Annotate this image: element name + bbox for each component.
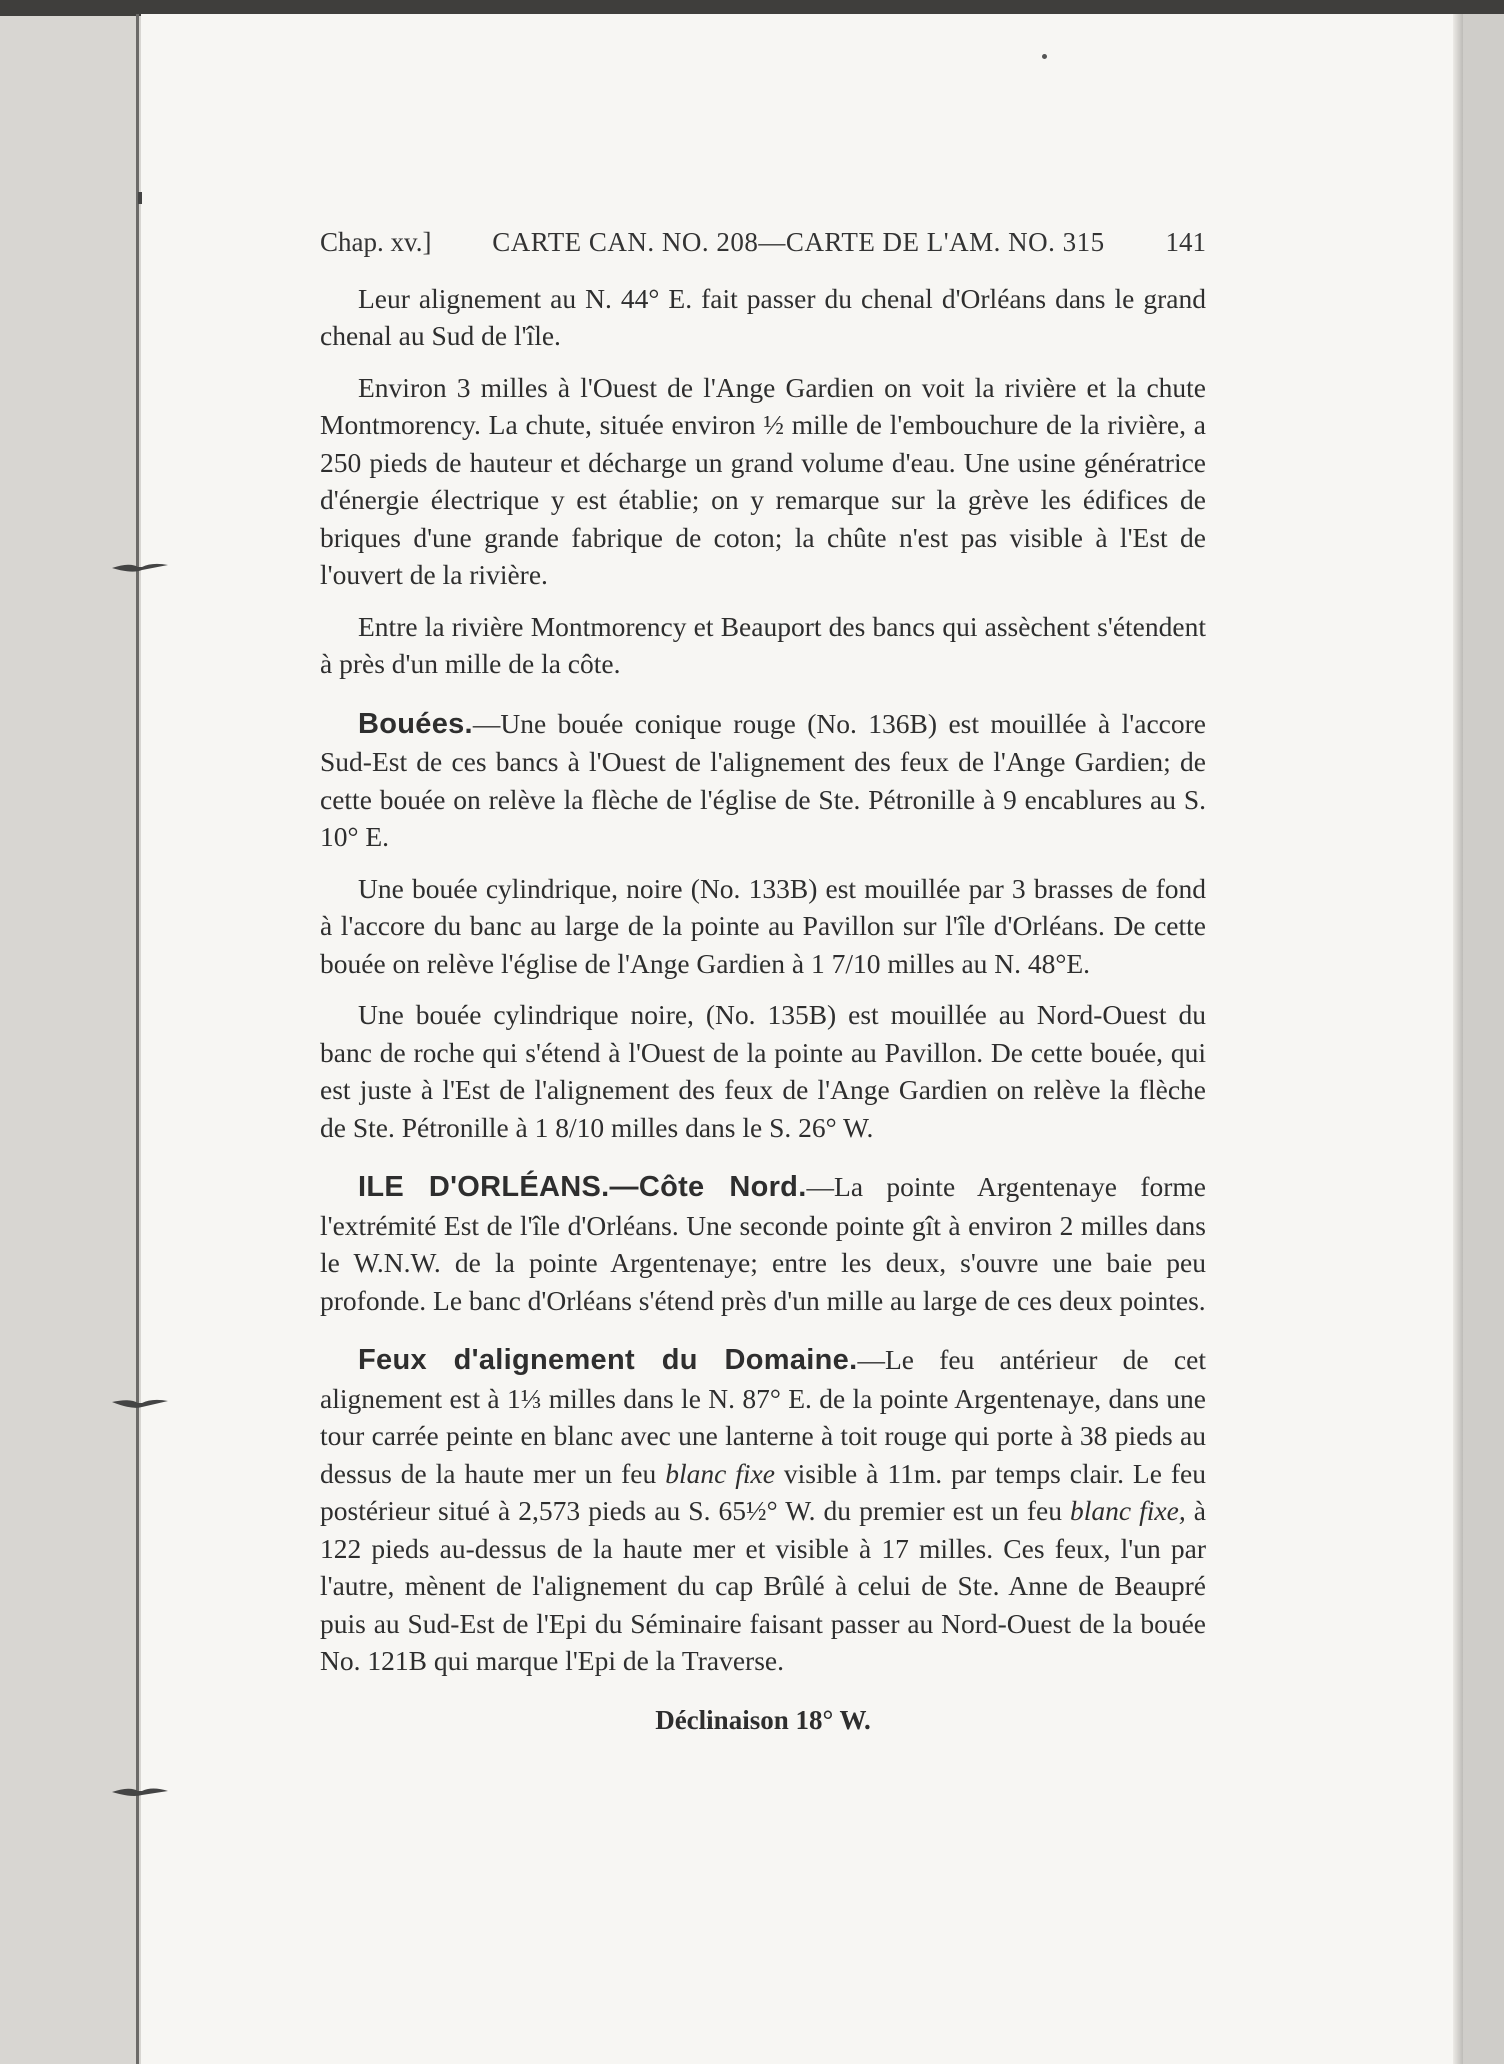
page-edge — [1463, 14, 1504, 2064]
chapter-label: Chap. xv.] — [320, 227, 432, 257]
paragraph: Une bouée cylindrique noire, (No. 135B) est mouillée au Nord-Ouest du banc de roche qui s'étend à l'Ouest de la pointe au Pavillon. De cette bouée, qui est juste à l'Est de l'alignement des feux de l'Ange Gardien on relève la flèche de Ste. Pétronille à 1 8/10 milles dans le S. 26° W. — [320, 999, 1206, 1143]
section-heading-ile-orleans: ILE D'ORLÉANS. — [358, 1171, 610, 1203]
paragraph: Leur alignement au N. 44° E. fait passer du chenal d'Orléans dans le grand chenal au Sud de l'île. — [320, 282, 1206, 351]
speck — [1042, 54, 1047, 59]
page-number: 141 — [1165, 227, 1206, 257]
feux-italic-1: blanc fixe — [665, 1457, 775, 1489]
ile-orleans-section — [320, 1168, 1206, 1319]
section-heading-feux: Feux d'alignement du Domaine. — [358, 1344, 858, 1376]
feux-text-2: visible à 11m. par temps clair. Le feu postérieur situé à 2,573 pieds au S. 65½° W. du premier est un feu — [320, 1457, 1206, 1526]
bouees-section — [320, 705, 1206, 856]
page-edge-shadow — [1453, 14, 1463, 2064]
paragraph: Environ 3 milles à l'Ouest de l'Ange Gardien on voit la rivière et la chute Montmorency. La chute, située environ ½ mille de l'embouchure de la rivière, a 250 pieds de hauteur et décharge un grand volume d'eau. Une usine génératrice d'énergie électrique y est établie; on y remarque sur la grève les édifices de briques d'une grande fabrique de coton; la chûte n'est pas visible à l'Est de l'ouvert de la rivière. — [320, 371, 1206, 590]
feux-text-3: à 122 pieds au-dessus de la haute mer et visible à 17 milles. Ces feux, l'un par l'autre, mènent de l'alignement du cap Brûlé à celui de Ste. Anne de Beaupré puis au Sud-Est de l'Epi du Séminaire faisant passer au Nord-Ouest de la bouée No. 121B qui marque l'Epi de la Traverse. — [320, 1495, 1206, 1676]
feux-italic-2: blanc fixe, — [1070, 1495, 1186, 1526]
binding-stitch-mark — [112, 1398, 168, 1408]
binding-spine — [136, 14, 139, 2064]
paragraph: Une bouée cylindrique, noire (No. 133B) est mouillée par 3 brasses de fond à l'accore du banc au large de la pointe au Pavillon sur l'île d'Orléans. De cette bouée on relève l'église de l'Ange Gardien à 1 7/10 milles au N. 48°E. — [320, 872, 1206, 979]
section-heading-bouees: Bouées. — [358, 707, 473, 740]
ile-orleans-text: —La pointe Argentenaye forme l'extrémité Est de l'île d'Orléans. Une seconde pointe gît à environ 2 milles dans le W.N.W. de la pointe Argentenaye; entre les deux, s'ouvre une baie peu profonde. Le banc d'Orléans s'étend près d'un mille au large de ces deux pointes. — [320, 1171, 1206, 1316]
feux-text-1: —Le feu antérieur de cet alignement est à 1⅓ milles dans le N. 87° E. de la pointe Argentenaye, dans une tour carrée peinte en blanc avec une lanterne à toit rouge qui porte à 38 pieds au dessus de la haute mer un feu — [320, 1344, 1206, 1489]
paragraph: Entre la rivière Montmorency et Beauport des bancs qui assèchent s'étendent à près d'un mille de la côte. — [320, 610, 1206, 679]
section-subheading-cote-nord: —Côte Nord. — [609, 1171, 807, 1203]
binding-stitch-mark — [112, 192, 168, 202]
chart-reference: CARTE CAN. NO. 208—CARTE DE L'AM. NO. 315 — [492, 227, 1105, 257]
declination-note: Déclinaison 18° W. — [655, 1704, 871, 1735]
running-header — [320, 224, 1206, 262]
binding-stitch-mark — [112, 562, 168, 572]
binding-stitch-mark — [112, 1786, 168, 1796]
page-content — [320, 224, 1206, 1739]
feux-section — [320, 1341, 1206, 1680]
bouees-text: —Une bouée conique rouge (No. 136B) est mouillée à l'accore Sud-Est de ces bancs à l'Ouest de l'alignement des feux de l'Ange Gardien; de cette bouée on relève la flèche de l'église de Ste. Pétronille à 9 encablures au S. 10° E. — [320, 707, 1206, 852]
